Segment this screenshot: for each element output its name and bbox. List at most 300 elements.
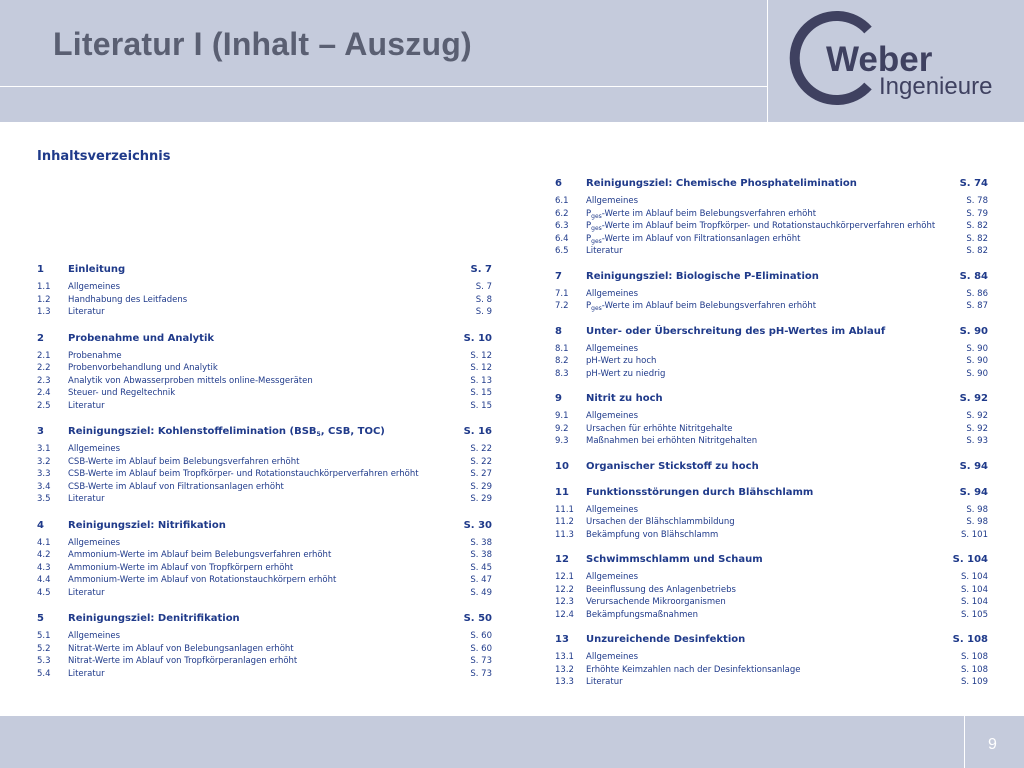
toc-entry-row (37, 493, 492, 506)
entry-title (586, 355, 948, 368)
toc-entry-row (555, 355, 988, 368)
entry-title (68, 387, 452, 400)
toc-entry-row (555, 504, 988, 517)
entry-number: 4.3 (37, 562, 51, 573)
entry-number: 4.5 (37, 587, 51, 598)
entry-number: 12.3 (555, 597, 574, 607)
toc-chapter-row (555, 177, 988, 191)
entry-number: 13.1 (555, 652, 574, 662)
entry-number: 6.2 (555, 208, 569, 219)
entry-number: 4.1 (37, 537, 51, 548)
toc-entry-row (37, 443, 492, 456)
toc-entry-row (37, 643, 492, 656)
chapter-title (68, 519, 452, 533)
entry-title (586, 529, 948, 542)
entry-title-text: Verursachende Mikroorganismen (586, 597, 726, 607)
entry-page: S. 38 (470, 537, 492, 548)
toc-entry-row (555, 435, 988, 448)
entry-number: 4.4 (37, 575, 51, 585)
entry-title (586, 300, 948, 313)
entry-title (586, 245, 948, 258)
toc-chapter-row (555, 325, 988, 339)
entry-title-text: Literatur (586, 246, 623, 256)
entry-number: 6.3 (555, 221, 569, 231)
entry-title (586, 651, 948, 664)
entry-title-text: Allgemeines (586, 196, 639, 206)
entry-title (68, 375, 452, 388)
chapter-number: 4 (37, 519, 44, 531)
entry-title-text: Bekämpfung von Blähschlamm (586, 529, 719, 540)
entry-page: S. 78 (966, 196, 988, 206)
slide-footer (0, 716, 1024, 768)
chapter-title-subscript: 5 (316, 431, 321, 438)
entry-number: 11.1 (555, 504, 574, 515)
chapter-title-text: Reinigungsziel: Nitrifikation (68, 519, 226, 531)
toc-entry-row (37, 668, 492, 681)
toc-chapter-row (37, 332, 492, 346)
entry-title-text: Probenvorbehandlung und Analytik (68, 363, 218, 373)
chapter-page: S. 90 (959, 325, 988, 337)
chapter-title (586, 392, 948, 406)
entry-page: S. 90 (966, 343, 988, 354)
entry-page: S. 92 (966, 411, 988, 421)
toc-entry-row (555, 423, 988, 436)
entry-title-prefix: P (586, 208, 592, 219)
entry-title (586, 609, 948, 622)
chapter-page: S. 7 (470, 264, 492, 275)
toc-chapter-row (555, 486, 988, 500)
entry-title-text: -Werte im Ablauf beim Tropfkörper- und Rotationstauchkörperverfahren erhöht (601, 221, 936, 231)
entry-number: 8.2 (555, 356, 569, 366)
entry-title-text: Allgemeines (586, 343, 639, 354)
toc-entry-row (37, 281, 492, 294)
toc-entry-row (37, 630, 492, 643)
entry-title (68, 306, 452, 319)
entry-title-text: Literatur (68, 307, 105, 317)
entry-number: 1.1 (37, 282, 51, 292)
chapter-title (586, 270, 948, 284)
entry-title-text: Allgemeines (68, 537, 121, 548)
entry-title (68, 668, 452, 681)
entry-title (586, 368, 948, 381)
toc-entry-row (37, 400, 492, 413)
entry-title (68, 655, 452, 668)
entry-title-text: pH-Wert zu hoch (586, 356, 657, 366)
entry-title (68, 456, 452, 469)
toc-entry-row (555, 343, 988, 356)
toc-chapter-row (555, 270, 988, 284)
entry-page: S. 101 (960, 529, 988, 540)
toc-entry-row (555, 596, 988, 609)
toc-entry-row (555, 584, 988, 597)
entry-page: S. 47 (470, 575, 492, 585)
entry-page: S. 108 (960, 664, 988, 675)
toc-entry-row (37, 655, 492, 668)
toc-section (37, 612, 492, 680)
toc-chapter-row (37, 612, 492, 626)
entry-title-text: Allgemeines (586, 288, 639, 299)
toc-section (37, 519, 492, 600)
chapter-number: 12 (555, 554, 569, 565)
chapter-title-text: Schwimmschlamm und Schaum (586, 554, 763, 565)
entry-title-subscript: ges (591, 237, 602, 245)
chapter-title-text: Unzureichende Desinfektion (586, 634, 746, 645)
toc-entry-row (555, 368, 988, 381)
entry-number: 6.5 (555, 246, 569, 256)
entry-title-text: -Werte im Ablauf von Filtrationsanlagen erhöht (601, 233, 801, 244)
entry-title-text: Maßnahmen bei erhöhten Nitritgehalten (586, 436, 758, 446)
entry-page: S. 27 (470, 469, 492, 479)
entry-title-subscript: ges (591, 305, 602, 312)
toc-section (555, 270, 988, 313)
toc-entry-row (37, 587, 492, 600)
chapter-page: S. 108 (952, 634, 988, 645)
entry-title (586, 233, 948, 246)
entry-title-text: Steuer- und Regeltechnik (68, 388, 176, 398)
footer-divider (964, 716, 965, 768)
toc-section (555, 325, 988, 381)
entry-title (68, 443, 452, 456)
header-divider (0, 86, 768, 87)
entry-page: S. 104 (960, 584, 988, 595)
entry-title-text: CSB-Werte im Ablauf von Filtrationsanlagen erhöht (68, 481, 284, 492)
toc-entry-row (37, 294, 492, 307)
entry-number: 13.3 (555, 677, 574, 687)
entry-title (68, 400, 452, 413)
entry-title-subscript: ges (591, 225, 602, 232)
entry-number: 3.2 (37, 456, 51, 467)
document-page (0, 122, 1024, 716)
chapter-title-text: Nitrit zu hoch (586, 393, 663, 404)
chapter-number: 3 (37, 426, 44, 437)
entry-title (586, 676, 948, 689)
chapter-page: S. 94 (959, 460, 988, 472)
entry-number: 6.4 (555, 233, 569, 244)
toc-entry-row (555, 529, 988, 542)
entry-number: 2.2 (37, 363, 51, 373)
chapter-title-text: Reinigungsziel: Biologische P-Elimination (586, 270, 819, 282)
entry-title (68, 574, 452, 587)
toc-entry-row (37, 574, 492, 587)
entry-page: S. 7 (475, 282, 492, 292)
entry-title (586, 410, 948, 423)
chapter-number: 9 (555, 393, 562, 404)
chapter-title (586, 460, 948, 474)
toc-entry-row (555, 676, 988, 689)
entry-number: 3.1 (37, 444, 51, 454)
toc-entry-row (555, 233, 988, 246)
entry-title-text: Nitrat-Werte im Ablauf von Belebungsanlagen erhöht (68, 643, 294, 654)
entry-title-prefix: P (586, 233, 592, 244)
chapter-title-text: Einleitung (68, 264, 126, 275)
entry-page: S. 82 (966, 233, 988, 244)
toc-entry-row (37, 549, 492, 562)
entry-page: S. 15 (470, 400, 492, 411)
chapter-number: 7 (555, 270, 562, 282)
toc-section (37, 425, 492, 506)
entry-title (68, 281, 452, 294)
entry-page: S. 98 (966, 517, 988, 527)
entry-page: S. 90 (966, 368, 988, 379)
entry-number: 13.2 (555, 664, 574, 675)
entry-title (68, 481, 452, 494)
entry-page: S. 87 (966, 301, 988, 311)
entry-page: S. 29 (470, 481, 492, 492)
entry-title-text: Ammonium-Werte im Ablauf von Rotationstauchkörpern erhöht (68, 575, 337, 585)
toc-section (555, 633, 988, 689)
entry-number: 5.4 (37, 668, 51, 679)
toc-section (37, 263, 492, 319)
entry-number: 3.3 (37, 469, 51, 479)
entry-number: 7.2 (555, 301, 569, 311)
toc-entry-row (555, 516, 988, 529)
entry-title-text: Literatur (68, 494, 105, 504)
chapter-page: S. 104 (952, 554, 988, 565)
entry-title-text: Probenahme (68, 350, 122, 361)
entry-title (68, 493, 452, 506)
toc-section (555, 392, 988, 448)
entry-title (68, 562, 452, 575)
entry-title-text: -Werte im Ablauf beim Belebungsverfahren erhöht (601, 301, 817, 311)
chapter-title (586, 553, 948, 567)
entry-title (586, 435, 948, 448)
entry-number: 2.1 (37, 350, 51, 361)
chapter-page: S. 50 (463, 613, 492, 624)
toc-entry-row (37, 375, 492, 388)
chapter-title (586, 633, 948, 647)
entry-page: S. 104 (960, 597, 988, 607)
entry-page: S. 22 (470, 456, 492, 467)
entry-number: 3.5 (37, 494, 51, 504)
entry-title-text: Ursachen der Blähschlammbildung (586, 517, 735, 527)
entry-title-prefix: P (586, 301, 592, 311)
chapter-title-text-after: , CSB, TOC) (320, 426, 385, 437)
chapter-title (68, 612, 452, 626)
entry-title (586, 220, 948, 233)
chapter-number: 1 (37, 264, 44, 275)
entry-title-text: Literatur (586, 677, 623, 687)
entry-title (68, 630, 452, 643)
entry-page: S. 108 (960, 652, 988, 662)
entry-page: S. 86 (966, 288, 988, 299)
toc-entry-row (555, 300, 988, 313)
entry-number: 1.2 (37, 294, 51, 305)
chapter-page: S. 16 (463, 426, 492, 437)
entry-number: 1.3 (37, 307, 51, 317)
entry-title-text: Ursachen für erhöhte Nitritgehalte (586, 423, 733, 434)
entry-number: 12.2 (555, 584, 574, 595)
chapter-title (68, 263, 452, 277)
toc-chapter-row (37, 263, 492, 277)
chapter-number: 11 (555, 486, 569, 498)
entry-number: 6.1 (555, 196, 569, 206)
chapter-page: S. 30 (463, 519, 492, 531)
toc-chapter-row (37, 519, 492, 533)
chapter-number: 10 (555, 460, 569, 472)
entry-page: S. 12 (470, 363, 492, 373)
entry-title (586, 423, 948, 436)
entry-title-text: Erhöhte Keimzahlen nach der Desinfektionsanlage (586, 664, 801, 675)
entry-page: S. 60 (470, 631, 492, 641)
toc-entry-row (37, 387, 492, 400)
toc-entry-row (37, 362, 492, 375)
entry-page: S. 12 (470, 350, 492, 361)
chapter-title-text: Unter- oder Überschreitung des pH-Wertes im Ablauf (586, 325, 886, 337)
entry-page: S. 9 (475, 307, 492, 317)
entry-title-text: -Werte im Ablauf beim Belebungsverfahren erhöht (601, 208, 817, 219)
entry-title (586, 208, 948, 221)
entry-title-text: Allgemeines (586, 411, 639, 421)
entry-title-text: Nitrat-Werte im Ablauf von Tropfkörperanlagen erhöht (68, 656, 298, 666)
entry-number: 2.5 (37, 400, 51, 411)
toc-section (555, 460, 988, 474)
entry-title-text: Analytik von Abwasserproben mittels online-Messgeräten (68, 375, 313, 386)
entry-title (586, 516, 948, 529)
entry-title-text: CSB-Werte im Ablauf beim Belebungsverfahren erhöht (68, 456, 300, 467)
entry-title-text: Literatur (68, 400, 105, 411)
entry-title-text: Beeinflussung des Anlagenbetriebs (586, 584, 736, 595)
entry-page: S. 22 (470, 444, 492, 454)
toc-chapter-row (555, 553, 988, 567)
entry-title (586, 288, 948, 301)
toc-section (555, 486, 988, 542)
toc-chapter-row (555, 392, 988, 406)
entry-title (68, 362, 452, 375)
toc-entry-row (555, 664, 988, 677)
entry-title-text: Literatur (68, 668, 105, 679)
chapter-title-text: Reinigungsziel: Kohlenstoffelimination (BSB (68, 426, 317, 437)
page-number: 9 (988, 736, 997, 753)
entry-number: 9.2 (555, 423, 569, 434)
entry-number: 2.4 (37, 388, 51, 398)
entry-number: 4.2 (37, 550, 51, 560)
entry-number: 9.1 (555, 411, 569, 421)
entry-title-text: Literatur (68, 587, 105, 598)
chapter-title (68, 332, 452, 346)
toc-entry-row (555, 195, 988, 208)
chapter-page: S. 94 (959, 486, 988, 498)
chapter-number: 6 (555, 178, 562, 189)
entry-number: 9.3 (555, 436, 569, 446)
toc-entry-row (37, 562, 492, 575)
entry-page: S. 105 (960, 609, 988, 620)
toc-entry-row (37, 306, 492, 319)
chapter-title (586, 486, 948, 500)
chapter-number: 2 (37, 332, 44, 344)
toc-chapter-row (555, 633, 988, 647)
entry-number: 5.1 (37, 631, 51, 641)
toc-entry-row (555, 651, 988, 664)
entry-number: 5.2 (37, 643, 51, 654)
entry-title-text: pH-Wert zu niedrig (586, 368, 666, 379)
entry-number: 11.2 (555, 517, 574, 527)
entry-title-text: CSB-Werte im Ablauf beim Tropfkörper- und Rotationstauchkörperverfahren erhöht (68, 469, 419, 479)
toc-entry-row (555, 288, 988, 301)
toc-entry-row (37, 537, 492, 550)
entry-page: S. 109 (960, 677, 988, 687)
company-logo (786, 8, 1016, 108)
chapter-title-text: Reinigungsziel: Chemische Phosphatelimination (586, 178, 857, 189)
chapter-page: S. 84 (959, 270, 988, 282)
toc-column-right (555, 177, 988, 701)
entry-page: S. 98 (966, 504, 988, 515)
entry-title-text: Allgemeines (586, 572, 639, 582)
toc-chapter-row (37, 425, 492, 439)
toc-entry-row (555, 208, 988, 221)
toc-heading: Inhaltsverzeichnis (37, 149, 171, 164)
entry-page: S. 82 (966, 221, 988, 231)
toc-entry-row (555, 609, 988, 622)
chapter-page: S. 10 (463, 332, 492, 344)
entry-title (68, 587, 452, 600)
entry-title-text: Handhabung des Leitfadens (68, 294, 188, 305)
entry-page: S. 49 (470, 587, 492, 598)
toc-entry-row (555, 245, 988, 258)
entry-title-text: Ammonium-Werte im Ablauf von Tropfkörpern erhöht (68, 562, 294, 573)
entry-page: S. 104 (960, 572, 988, 582)
entry-number: 8.3 (555, 368, 569, 379)
toc-entry-row (555, 220, 988, 233)
logo-wordmark: Weber (826, 40, 933, 79)
entry-title (68, 549, 452, 562)
toc-entry-row (37, 350, 492, 363)
entry-title-text: Allgemeines (586, 652, 639, 662)
entry-number: 8.1 (555, 343, 569, 354)
entry-page: S. 82 (966, 246, 988, 256)
chapter-title-text: Probenahme und Analytik (68, 332, 215, 344)
entry-title-text: Allgemeines (586, 504, 639, 515)
entry-number: 2.3 (37, 375, 51, 386)
entry-title (586, 504, 948, 517)
entry-title (586, 571, 948, 584)
entry-title-prefix: P (586, 221, 592, 231)
toc-section (37, 332, 492, 413)
entry-title (68, 643, 452, 656)
entry-title (586, 584, 948, 597)
logo-subline: Ingenieure (879, 73, 993, 100)
chapter-number: 8 (555, 325, 562, 337)
entry-page: S. 92 (966, 423, 988, 434)
chapter-title (586, 325, 948, 339)
entry-title (586, 343, 948, 356)
entry-page: S. 15 (470, 388, 492, 398)
chapter-number: 5 (37, 613, 44, 624)
toc-entry-row (37, 481, 492, 494)
entry-number: 12.1 (555, 572, 574, 582)
entry-page: S. 73 (470, 668, 492, 679)
entry-number: 11.3 (555, 529, 574, 540)
entry-title (586, 596, 948, 609)
slide-header (0, 0, 1024, 122)
entry-page: S. 79 (966, 208, 988, 219)
entry-title (68, 537, 452, 550)
slide-title: Literatur I (Inhalt – Auszug) (53, 26, 472, 62)
entry-title-text: Allgemeines (68, 631, 121, 641)
entry-title (586, 664, 948, 677)
toc-chapter-row (555, 460, 988, 474)
entry-number: 7.1 (555, 288, 569, 299)
entry-title (68, 294, 452, 307)
entry-page: S. 29 (470, 494, 492, 504)
toc-entry-row (37, 468, 492, 481)
entry-page: S. 60 (470, 643, 492, 654)
toc-column-left (37, 263, 492, 693)
chapter-page: S. 74 (959, 178, 988, 189)
entry-page: S. 8 (475, 294, 492, 305)
toc-entry-row (555, 571, 988, 584)
entry-page: S. 73 (470, 656, 492, 666)
entry-title-text: Bekämpfungsmaßnahmen (586, 609, 699, 620)
